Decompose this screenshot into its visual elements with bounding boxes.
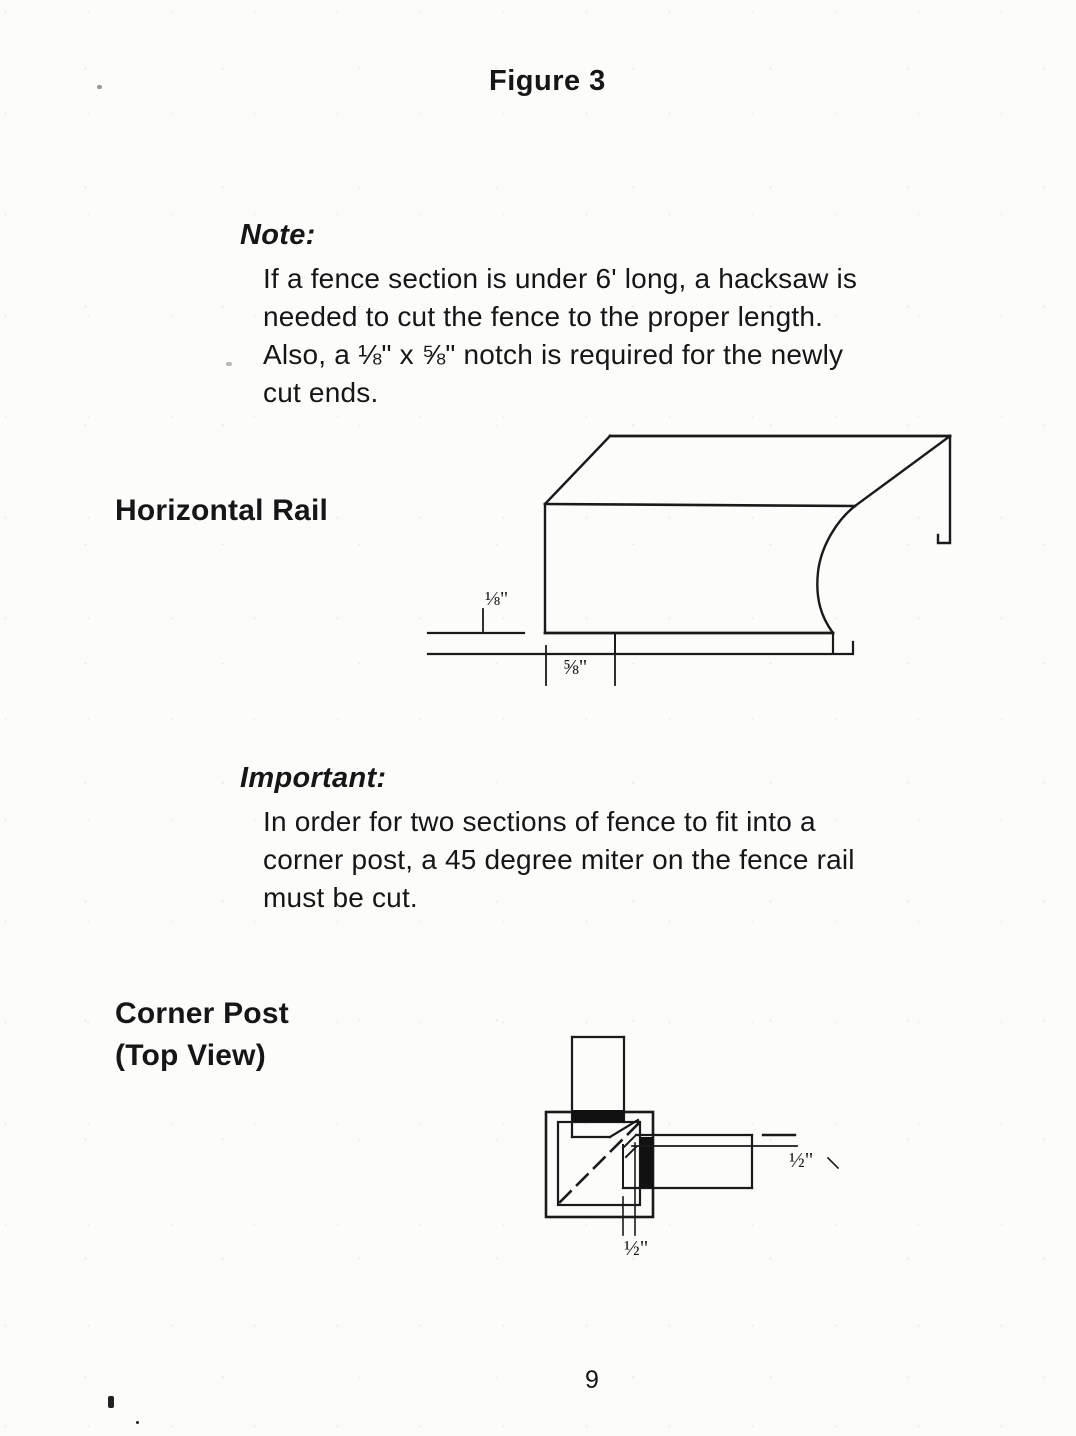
rail-top-front-edge [545, 504, 855, 506]
scan-speck-4 [226, 362, 232, 366]
page-number: 9 [585, 1366, 599, 1394]
note-line-3: Also, a ⅛" x ⅝" notch is required for the newly [263, 339, 844, 370]
rail-cut-curve [817, 506, 855, 633]
note-paragraph [263, 260, 857, 412]
scan-speck-1 [108, 1396, 114, 1408]
horizontal-rail-label: Horizontal Rail [115, 494, 329, 527]
important-line-3: must be cut. [263, 882, 418, 913]
scan-speck-3 [97, 85, 102, 89]
important-paragraph [263, 803, 855, 917]
figure-title: Figure 3 [489, 65, 606, 97]
note-line-1: If a fence section is under 6' long, a hacksaw is [263, 263, 858, 294]
rail-right-hook [938, 436, 950, 543]
scan-speck-2 [136, 1421, 139, 1424]
right-wall-slot-fill [640, 1137, 653, 1188]
notch-depth-dimension: ⅛" [485, 588, 509, 610]
note-line-4: cut ends. [263, 377, 379, 408]
corner-post-drawing [540, 1032, 860, 1244]
top-wall-slot-fill [572, 1110, 624, 1122]
corner-post-label [115, 993, 289, 1077]
important-line-1: In order for two sections of fence to fit into a [263, 806, 816, 837]
notch-width-dimension: ⅝" [563, 655, 588, 679]
corner-post-label-line2: (Top View) [115, 1039, 266, 1072]
important-heading: Important: [240, 762, 387, 794]
corner-post-label-line1: Corner Post [115, 997, 289, 1030]
important-line-2: corner post, a 45 degree miter on the fence rail [263, 844, 855, 875]
horizontal-rail-drawing [415, 424, 960, 690]
stray-leader-mark [828, 1158, 838, 1168]
corner-bottom-dimension: ½" [624, 1236, 649, 1260]
note-line-2: needed to cut the fence to the proper length. [263, 301, 824, 332]
corner-right-dimension: ½" [789, 1148, 814, 1172]
rail-top-left-slant [545, 436, 610, 504]
note-heading: Note: [240, 219, 316, 251]
rail-top-right-slant [855, 436, 950, 506]
fence-lip-line [428, 642, 853, 654]
